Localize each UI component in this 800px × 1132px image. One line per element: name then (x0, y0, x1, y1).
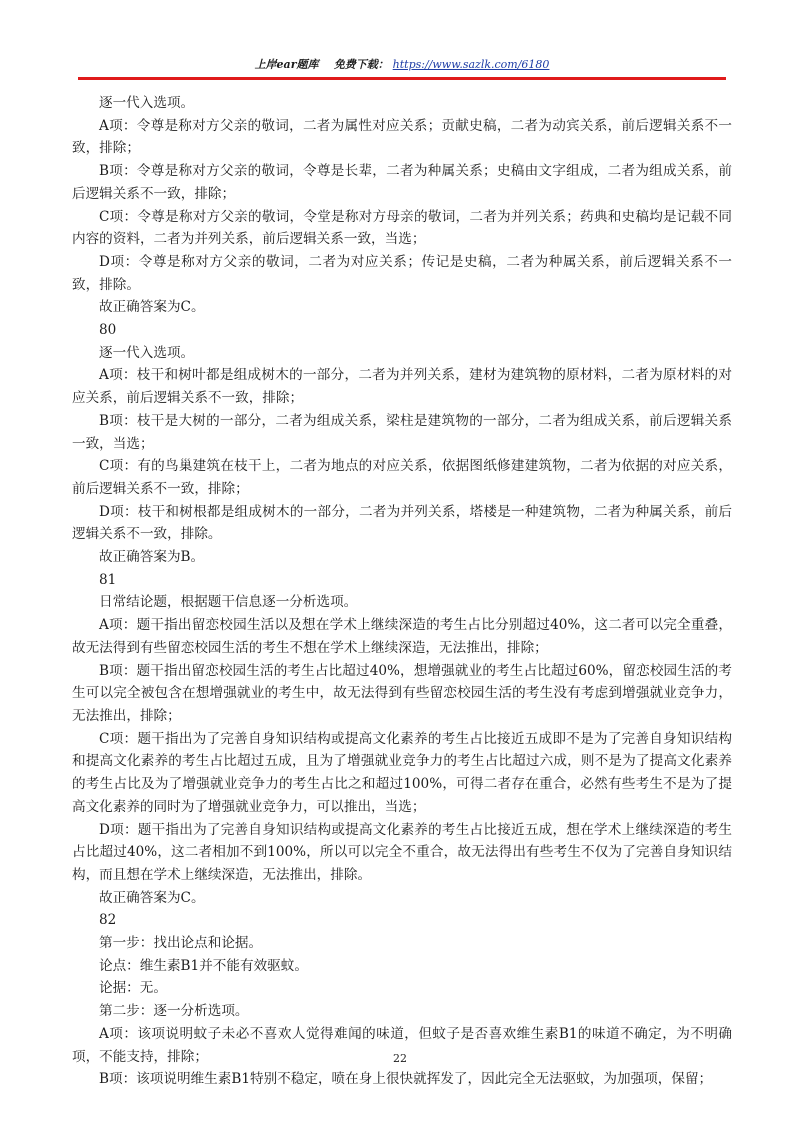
paragraph: B项：该项说明维生素B1特别不稳定，喷在身上很快就挥发了，因此完全无法驱蚊，为加强项，保留； (99, 1071, 713, 1088)
paragraph: A项：该项说明蚊子未必不喜欢人觉得难闻的味道，但蚊子是否喜欢维生素B1的味道不确定，为不明确项，不能支持，排除； (72, 1025, 732, 1065)
paragraph: 论点：维生素B1并不能有效驱蚊。 (99, 957, 308, 974)
page-number: 22 (393, 1052, 407, 1065)
paragraph: 日常结论题，根据题干信息逐一分析选项。 (99, 594, 358, 611)
paragraph: D项：令尊是称对方父亲的敬词，二者为对应关系；传记是史稿，二者为种属关系，前后逻辑关系不一致，排除。 (72, 253, 732, 293)
paragraph: 逐一代入选项。 (99, 95, 195, 111)
paragraph: 第二步：逐一分析选项。 (99, 1003, 249, 1020)
paragraph: C项：题干指出为了完善自身知识结构或提高文化素养的考生占比接近五成即不是为了完善自身知识结构和提高文化素养的考生占比超过五成，且为了增强就业竞争力的考生占比超过六成，则不是为了提高文化素养的考生占比及为了增强就业竞争力的考生占比之和超过100%，可得二者存在重合，必然有些考生不是为了提高文化素养的同时为了增强就业竞争力，可以推出，当选； (72, 730, 732, 815)
paragraph: C项：令尊是称对方父亲的敬词，令堂是称对方母亲的敬词，二者为并列关系；药典和史稿均是记载不同内容的资料，二者为并列关系，前后逻辑关系一致，当选； (72, 208, 732, 248)
paragraph: A项：令尊是称对方父亲的敬词，二者为属性对应关系；贡献史稿，二者为动宾关系，前后逻辑关系不一致，排除； (72, 117, 732, 157)
question-number: 80 (99, 322, 117, 339)
header-link[interactable]: https://www.sazlk.com/6180 (392, 58, 550, 71)
header-quick-label: 免费下载： (333, 58, 389, 71)
page-body (72, 92, 732, 1091)
paragraph: D项：题干指出为了完善自身知识结构或提高文化素养的考生占比接近五成，想在学术上继续深造的考生占比超过40%，这二者相加不到100%，所以可以完全不重合，故无法得出有些考生不仅为了完善自身知识结构，而且想在学术上继续深造，无法推出，排除。 (72, 821, 732, 883)
paragraph: 论据：无。 (99, 980, 167, 997)
question-number: 81 (99, 571, 117, 588)
paragraph: A项：枝干和树叶都是组成树木的一部分，二者为并列关系，建材为建筑物的原材料，二者为原材料的对应关系，前后逻辑关系不一致，排除； (72, 367, 732, 407)
paragraph: 第一步：找出论点和论据。 (99, 935, 263, 952)
question-number: 82 (99, 912, 117, 929)
paragraph: A项：题干指出留恋校园生活以及想在学术上继续深造的考生占比分别超过40%，这二者可以完全重叠，故无法得到有些留恋校园生活的考生不想在学术上继续深造，无法推出，排除； (72, 617, 732, 656)
header-site-label: 上岸ear题库 (254, 58, 319, 71)
paragraph: 逐一代入选项。 (99, 344, 195, 361)
answer-line: 故正确答案为C。 (99, 299, 205, 316)
paragraph: B项：令尊是称对方父亲的敬词，令尊是长辈，二者为种属关系；史稿由文字组成，二者为组成关系，前后逻辑关系不一致，排除； (72, 163, 732, 202)
paragraph: B项：题干指出留恋校园生活的考生占比超过40%，想增强就业的考生占比超过60%，留恋校园生活的考生可以完全被包含在想增强就业的考生中，故无法得到有些留恋校园生活的考生没有考虑到增强就业竞争力，无法推出，排除； (72, 662, 732, 724)
header-divider (78, 77, 726, 80)
paragraph: D项：枝干和树根都是组成树木的一部分，二者为并列关系，塔楼是一种建筑物，二者为种属关系，前后逻辑关系不一致，排除。 (72, 503, 732, 543)
answer-line: 故正确答案为B。 (99, 549, 205, 566)
paragraph: C项：有的鸟巢建筑在枝干上，二者为地点的对应关系，依据图纸修建建筑物，二者为依据的对应关系，前后逻辑关系不一致，排除； (72, 458, 732, 497)
paragraph: B项：枝干是大树的一部分，二者为组成关系，梁柱是建筑物的一部分，二者为组成关系，前后逻辑关系一致，当选； (72, 412, 732, 452)
answer-line: 故正确答案为C。 (99, 889, 205, 906)
page-header (78, 56, 726, 76)
